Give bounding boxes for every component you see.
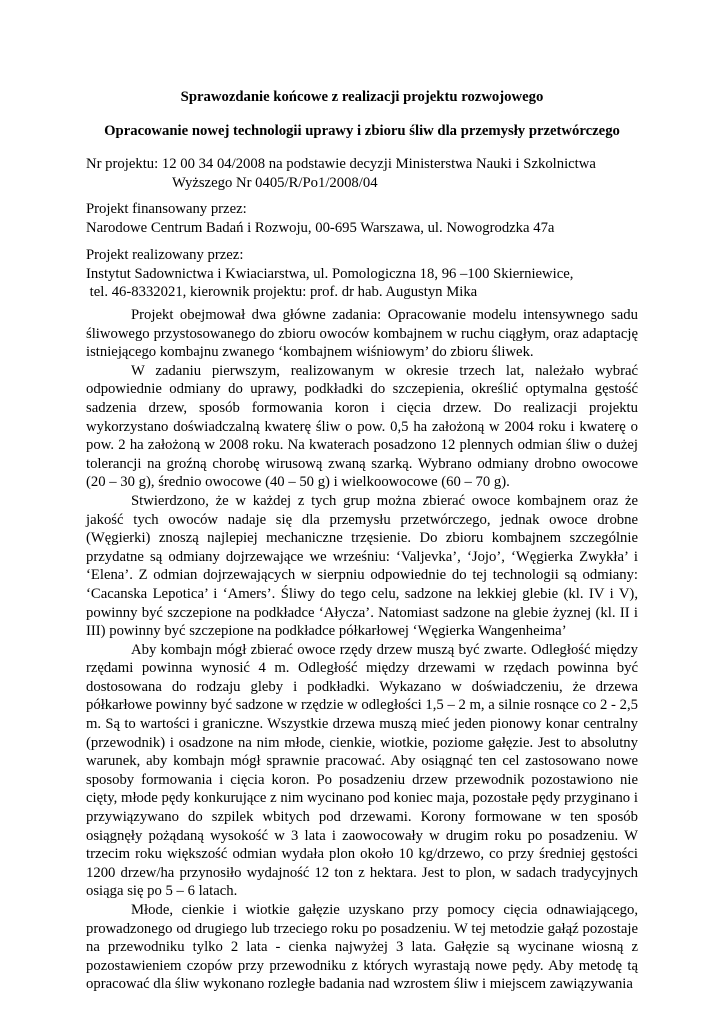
document-title: Sprawozdanie końcowe z realizacji projektu rozwojowego — [180, 89, 544, 105]
paragraph: Młode, cienkie i wiotkie gałęzie uzyskano przy pomocy cięcia odnawiającego, prowadzonego od drugiego lub trzeciego roku po posadzeniu. W tej metodzie gałąź pozostaje na przewodniku tylko 2 lata - cienka najwyżej 3 lata. Gałęzie są wycinane wiosną z pozostawieniem czopów przy przewodniku z których wyrastają nowe pędy. Aby metodę tą opracować dla śliw wykonano rozległe badania nad wzrostem śliw i miejscem zawiązywania — [86, 902, 638, 993]
paragraph: Projekt obejmował dwa główne zadania: Opracowanie modelu intensywnego sadu śliwowego przystosowanego do zbioru owoców kombajnem w ruchu ciągłym, oraz adaptację istniejącego kombajnu zwanego ‘kombajnem wiśniowym’ do zbioru śliwek. — [86, 307, 638, 361]
project-number — [86, 155, 638, 192]
paragraph: W zadaniu pierwszym, realizowanym w okresie trzech lat, należało wybrać odpowiednie odmiany do uprawy, podkładki do szczepienia, określić optymalna gęstość sadzenia drzew, sposób formowania koron i cięcia drzew. Do realizacji projektu wykorzystano doświadczalną kwaterę śliw o pow. 0,5 ha założoną w 2004 roku i kwaterę o pow. 2 ha założoną w 2008 roku. Na kwaterach posadzono 12 plennych odmian śliw o dużej tolerancji na groźną chorobę wirusową zwaną szarką. Wybrano odmiany drobno owocowe (20 – 30 g), średnio owocowe (40 – 50 g) i wielkoowocowe (60 – 70 g). — [86, 362, 638, 491]
project-number-line-2: Wyższego Nr 0405/R/Po1/2008/04 — [172, 174, 378, 191]
realized-by-line-1: Instytut Sadownictwa i Kwiaciarstwa, ul. Pomologiczna 18, 96 –100 Skierniewice, — [86, 265, 574, 282]
project-number-line-1: Nr projektu: 12 00 34 04/2008 na podstawie decyzji Ministerstwa Nauki i Szkolnictwa — [86, 156, 596, 172]
financed-by: Narodowe Centrum Badań i Rozwoju, 00-695 Warszawa, ul. Nowogrodzka 47a — [86, 219, 555, 236]
paragraph: Stwierdzono, że w każdej z tych grup można zbierać owoce kombajnem oraz że jakość tych owoców nadaje się dla przemysłu przetwórczego, jednak owoce drobne (Węgierki) znoszą najlepiej mechaniczne trzęsienie. Do zbioru kombajnem szczególnie przydatne są odmiany dojrzewające we wrześniu: ‘Valjevka’, ‘Jojo’, ‘Węgierka Zwykła’ i ‘Elena’. Z odmian dojrzewających w sierpniu odpowiednie do tej technologii są odmiany: ‘Cacanska Lepotica’ i ‘Amers’. Śliwy do tego celu, sadzone na lekkiej glebie (kl. IV i V), powinny być szczepione na podkładce ‘Ałycza’. Natomiast sadzone na glebie żyznej (kl. II i III) powinny być szczepione na podkładce półkarłowej ‘Węgierka Wangenheima’ — [86, 492, 638, 640]
realized-by-line-2: tel. 46-8332021, kierownik projektu: prof. dr hab. Augustyn Mika — [86, 284, 478, 301]
document-subtitle: Opracowanie nowej technologii uprawy i zbioru śliw dla przemysły przetwórczego — [104, 123, 620, 139]
realized-label: Projekt realizowany przez: — [86, 247, 244, 263]
paragraph: Aby kombajn mógł zbierać owoce rzędy drzew muszą być zwarte. Odległość między rzędami powinna wynosić 4 m. Odległość między drzewami w rzędach powinna być dostosowana do rodzaju gleby i podkładki. Wykazano w doświadczeniu, że drzewa półkarłowe powinny być sadzone w rzędzie w odległości 1,5 – 2 m, a silnie rosnące co 2 - 2,5 m. Są to wartości i graniczne. Wszystkie drzewa muszą mieć jeden pionowy konar centralny (przewodnik) i osadzone na nim młode, cienkie, wiotkie, poziome gałęzie. Jest to absolutny warunek, aby kombajn mógł sprawnie pracować. Aby osiągnąć ten cel zastosowano nowe sposoby formowania i cięcia koron. Po posadzeniu drzew przewodnik pozostawiono nie cięty, młode pędy konkurujące z nim wycinano pod koniec maja, pozostałe pędy przyginano i przywiązywano do szpilek wbitych pod drzewami. Korony formowane w ten sposób osiągnęły pożądaną wysokość w 3 lata i zaowocowały w drugim roku po posadzeniu. W trzecim roku większość odmian wydała plon około 10 kg/drzewo, co przy średniej gęstości 1200 drzew/ha przynosiło wydajność 12 ton z hektara. Jest to plon, w sadach tradycyjnych osiąga się po 5 – 6 latach. — [86, 641, 638, 900]
financed-label: Projekt finansowany przez: — [86, 201, 247, 217]
realization-section — [86, 246, 638, 302]
financing-section — [86, 200, 638, 237]
document-body — [86, 306, 638, 994]
